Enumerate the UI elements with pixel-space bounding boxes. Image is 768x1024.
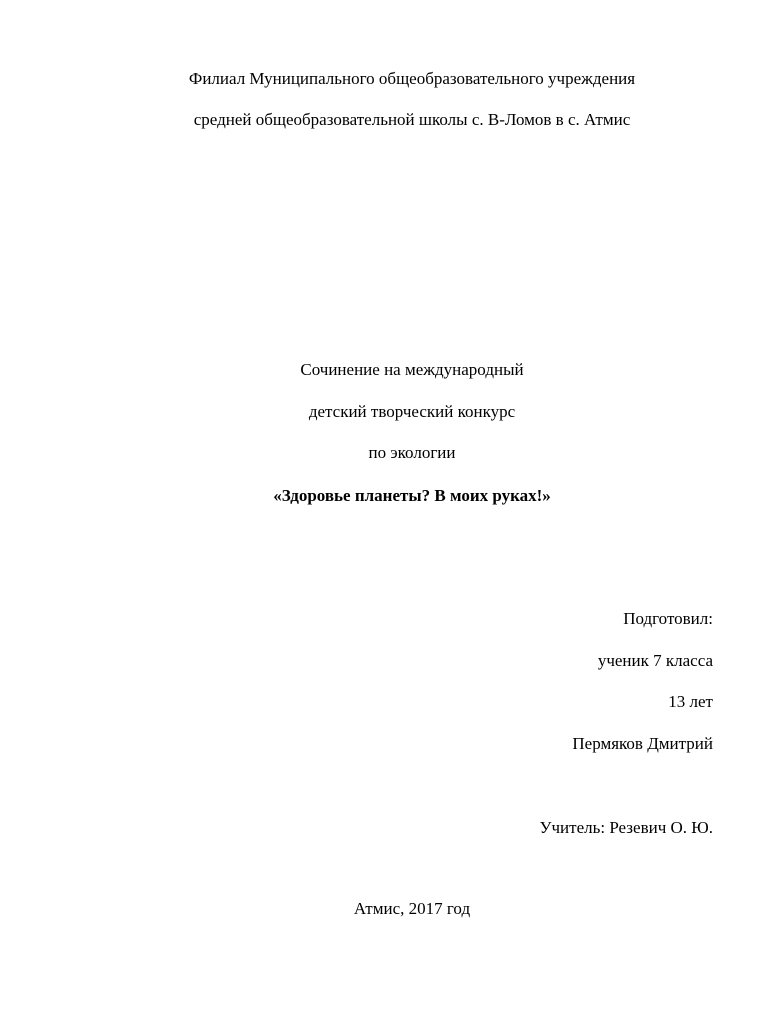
institution-line-1: Филиал Муниципального общеобразовательного учреждения <box>188 69 636 88</box>
title-line-2: детский творческий конкурс <box>308 402 516 421</box>
author-age: 13 лет <box>668 692 713 711</box>
author-name: Пермяков Дмитрий <box>572 734 713 753</box>
author-grade: ученик 7 класса <box>597 651 713 670</box>
place-year: Атмис, 2017 год <box>353 899 471 918</box>
prepared-by-label: Подготовил: <box>623 609 713 628</box>
institution-line-2: средней общеобразовательной школы с. В-Ломов в с. Атмис <box>193 110 631 129</box>
title-line-1: Сочинение на международный <box>300 360 524 379</box>
title-line-3: по экологии <box>368 443 456 462</box>
teacher-line: Учитель: Резевич О. Ю. <box>539 818 713 837</box>
essay-title: «Здоровье планеты? В моих руках!» <box>273 486 551 505</box>
